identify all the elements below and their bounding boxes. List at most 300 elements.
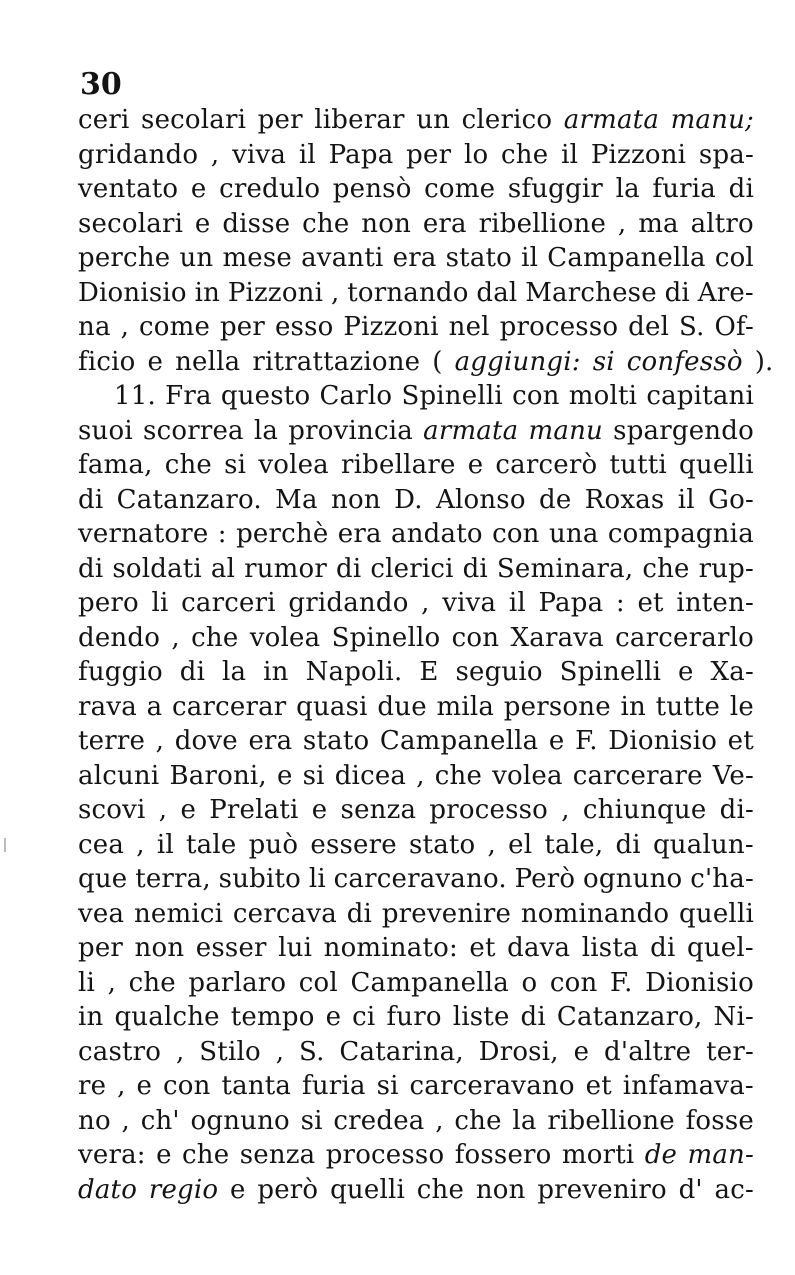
word: dava bbox=[507, 933, 571, 963]
word: viva bbox=[442, 588, 497, 618]
word: ribellione bbox=[547, 1105, 675, 1136]
word: quelli bbox=[679, 450, 754, 480]
word: il bbox=[298, 139, 316, 170]
word: et bbox=[469, 933, 496, 963]
word: cea bbox=[78, 829, 125, 860]
word: E bbox=[419, 657, 439, 687]
word: seguio bbox=[455, 657, 543, 687]
word: era bbox=[337, 519, 382, 549]
word: e bbox=[147, 346, 164, 377]
word: compagnia bbox=[607, 519, 754, 549]
word: di bbox=[179, 657, 206, 687]
paper-speck bbox=[4, 838, 6, 852]
word: Pizzoni bbox=[343, 312, 439, 342]
word: processo bbox=[429, 795, 549, 825]
text-line bbox=[78, 448, 754, 483]
word: si bbox=[592, 346, 615, 377]
word: ma bbox=[638, 208, 679, 239]
word: no bbox=[78, 1105, 111, 1136]
word: , bbox=[330, 277, 340, 308]
word: con bbox=[512, 381, 560, 411]
text-line bbox=[78, 172, 754, 207]
word: che bbox=[416, 1174, 465, 1205]
word: , bbox=[155, 726, 165, 756]
text-line bbox=[78, 621, 754, 656]
word: carceravano bbox=[409, 1071, 575, 1101]
word: Alonso bbox=[435, 484, 526, 515]
word: la bbox=[222, 657, 247, 687]
word: et bbox=[727, 726, 754, 756]
word: carceravano. bbox=[333, 864, 507, 894]
word: rava bbox=[78, 691, 137, 722]
word: chiunque bbox=[582, 795, 707, 825]
word: scovi bbox=[78, 795, 146, 825]
word: che bbox=[454, 1105, 502, 1136]
word: si bbox=[300, 1105, 323, 1136]
word: ognuno bbox=[583, 864, 683, 894]
word: le bbox=[729, 691, 754, 722]
word: Spinello bbox=[331, 622, 441, 653]
word: disse bbox=[222, 208, 291, 239]
word: perche bbox=[78, 243, 171, 273]
word: furo bbox=[386, 1002, 442, 1032]
word: re bbox=[78, 1071, 107, 1101]
word: fama, bbox=[78, 450, 153, 480]
word: perchè bbox=[236, 519, 329, 549]
word: nella bbox=[175, 346, 241, 377]
word: tanta bbox=[221, 1071, 292, 1101]
word: Pizzoni bbox=[590, 139, 687, 170]
word: che bbox=[128, 967, 176, 998]
word: Campanella bbox=[350, 967, 509, 998]
word: di bbox=[78, 484, 104, 515]
word: lo bbox=[463, 139, 489, 170]
word: armata bbox=[563, 105, 660, 135]
word: li bbox=[308, 864, 326, 894]
word: tutte bbox=[655, 691, 721, 722]
word: preveniro bbox=[537, 1174, 667, 1205]
word: D. bbox=[394, 484, 423, 515]
word: mila bbox=[436, 691, 495, 722]
word: credea bbox=[333, 1105, 425, 1136]
word: et bbox=[585, 1071, 612, 1101]
word: subito bbox=[218, 864, 302, 894]
word: Carlo bbox=[319, 381, 393, 411]
word: lui bbox=[278, 933, 313, 963]
word: tempo bbox=[230, 1002, 315, 1032]
word: Marchese bbox=[525, 277, 657, 308]
word: si bbox=[302, 760, 325, 791]
word: senza bbox=[340, 795, 417, 825]
word: terra, bbox=[135, 864, 211, 894]
word: rumor bbox=[244, 553, 328, 584]
word: dicea bbox=[334, 760, 407, 791]
word: F. bbox=[575, 726, 598, 756]
word: si bbox=[224, 450, 247, 480]
word: una bbox=[548, 519, 599, 549]
word: manu; bbox=[670, 105, 754, 135]
word: altro bbox=[690, 208, 754, 239]
text-line bbox=[78, 931, 754, 966]
word: liste bbox=[452, 1002, 510, 1032]
word: fuggio bbox=[78, 657, 163, 687]
word: di bbox=[520, 1002, 546, 1032]
word: nemici bbox=[133, 898, 224, 929]
word: il bbox=[677, 484, 695, 515]
word: Campanella bbox=[547, 243, 706, 273]
word: che bbox=[182, 1140, 230, 1170]
word: , bbox=[275, 1036, 285, 1067]
word: de bbox=[538, 484, 572, 515]
word: Spinelli bbox=[559, 657, 662, 687]
word: na bbox=[78, 312, 111, 342]
word: che bbox=[434, 760, 483, 791]
text-line bbox=[78, 138, 754, 173]
word: que bbox=[78, 864, 128, 894]
text-line bbox=[78, 517, 754, 552]
word: mese bbox=[222, 243, 293, 273]
word: credulo bbox=[219, 174, 321, 204]
word: volea bbox=[249, 622, 321, 653]
word: per bbox=[406, 139, 452, 170]
word: quel- bbox=[687, 933, 754, 963]
text-line bbox=[78, 414, 754, 449]
word: era bbox=[422, 208, 467, 239]
word: dal bbox=[476, 277, 518, 308]
body-text bbox=[78, 103, 774, 1207]
word: sfuggir bbox=[507, 174, 603, 204]
word: Napoli. bbox=[305, 657, 403, 687]
word: e bbox=[678, 657, 694, 687]
word: era bbox=[392, 243, 437, 273]
word: ac- bbox=[714, 1174, 754, 1205]
word: fossero bbox=[454, 1140, 552, 1170]
word: viva bbox=[232, 139, 287, 170]
word: confessò bbox=[626, 346, 743, 377]
word: man- bbox=[687, 1140, 754, 1170]
text-line bbox=[78, 552, 754, 587]
word: Catarina, bbox=[339, 1036, 464, 1067]
word: con bbox=[163, 1071, 211, 1101]
word: e bbox=[194, 208, 211, 239]
word: furia bbox=[302, 1071, 366, 1101]
word: in bbox=[78, 1002, 104, 1032]
word: nominando bbox=[520, 898, 670, 929]
text-line bbox=[78, 724, 754, 759]
word: el bbox=[508, 829, 533, 860]
word: il bbox=[521, 243, 539, 273]
word: ). bbox=[754, 346, 774, 377]
word: nominato: bbox=[323, 933, 458, 963]
word: scorrea bbox=[143, 415, 244, 446]
word: carcerare bbox=[572, 760, 703, 791]
word: F. bbox=[609, 967, 633, 998]
word: stato bbox=[445, 243, 513, 273]
word: la bbox=[615, 174, 640, 204]
text-line bbox=[78, 103, 754, 138]
word: di bbox=[336, 553, 362, 584]
word: di bbox=[462, 553, 488, 584]
word: come bbox=[424, 174, 496, 204]
word: , bbox=[136, 829, 145, 860]
word: era bbox=[248, 726, 293, 756]
word: ribellione bbox=[478, 208, 607, 239]
word: di bbox=[650, 933, 676, 963]
word: esser bbox=[195, 933, 267, 963]
word: si bbox=[376, 1071, 399, 1101]
word: il bbox=[156, 829, 174, 860]
word: Seminara, bbox=[496, 553, 634, 584]
word: d' bbox=[678, 1174, 703, 1205]
word: per bbox=[257, 105, 303, 135]
word: , bbox=[561, 795, 570, 825]
word: Dionisio bbox=[78, 277, 187, 308]
word: carceri bbox=[181, 588, 276, 618]
word: non bbox=[361, 208, 412, 239]
word: quasi bbox=[296, 691, 368, 722]
text-line bbox=[78, 207, 754, 242]
word: e bbox=[190, 174, 207, 204]
page-number: 30 bbox=[80, 67, 122, 102]
word: che bbox=[501, 139, 549, 170]
word: alcuni bbox=[78, 760, 160, 791]
word: ch' bbox=[140, 1105, 180, 1136]
word: al bbox=[210, 553, 236, 584]
text-line bbox=[78, 793, 754, 828]
word: Baroni, bbox=[169, 760, 267, 791]
word: li bbox=[78, 967, 96, 998]
text-line bbox=[78, 1173, 754, 1208]
word: clerici bbox=[370, 553, 454, 584]
word: un bbox=[416, 105, 451, 135]
word: Stilo bbox=[199, 1036, 261, 1067]
word: processo bbox=[325, 1140, 445, 1170]
word: per bbox=[78, 933, 124, 963]
word: e bbox=[276, 760, 293, 791]
word: tale bbox=[185, 829, 237, 860]
word: processo bbox=[499, 312, 619, 342]
word: Ma bbox=[275, 484, 318, 515]
word: d'altre bbox=[604, 1036, 692, 1067]
word: o bbox=[521, 967, 538, 998]
word: lista bbox=[581, 933, 639, 963]
word: ribellare bbox=[341, 450, 456, 480]
word: secolari bbox=[141, 105, 247, 135]
word: dove bbox=[174, 726, 238, 756]
word: clerico bbox=[461, 105, 553, 135]
text-line bbox=[78, 345, 774, 380]
word: terre bbox=[78, 726, 146, 756]
word: andato bbox=[391, 519, 483, 549]
word: S. bbox=[679, 312, 705, 342]
word: dato bbox=[78, 1174, 138, 1205]
word: furia bbox=[652, 174, 717, 204]
word: e bbox=[573, 1036, 590, 1067]
word: e bbox=[467, 450, 484, 480]
word: di bbox=[664, 277, 690, 308]
word: , bbox=[487, 829, 497, 860]
word: stato bbox=[302, 726, 370, 756]
word: : bbox=[217, 519, 227, 549]
word: spa- bbox=[698, 139, 754, 170]
word: il bbox=[508, 588, 526, 618]
word: , bbox=[421, 588, 430, 618]
word: Xa- bbox=[710, 657, 754, 687]
word: in bbox=[263, 657, 289, 687]
word: può bbox=[248, 829, 299, 860]
word: Pizzoni bbox=[227, 277, 324, 308]
word: de bbox=[644, 1140, 678, 1170]
word: volea bbox=[492, 760, 563, 791]
word: quelli bbox=[679, 898, 754, 929]
word: con bbox=[492, 519, 540, 549]
text-line bbox=[78, 828, 754, 863]
word: Are- bbox=[697, 277, 754, 308]
word: ceri bbox=[78, 105, 130, 135]
word: senza bbox=[239, 1140, 316, 1170]
word: la bbox=[253, 415, 279, 446]
word: infamava- bbox=[622, 1071, 754, 1101]
word: : bbox=[615, 588, 625, 618]
word: persone bbox=[503, 691, 611, 722]
word: come bbox=[138, 312, 211, 342]
word: tale, bbox=[544, 829, 604, 860]
word: che bbox=[642, 553, 690, 584]
word: quelli bbox=[330, 1174, 405, 1205]
text-line bbox=[78, 966, 754, 1001]
word: , bbox=[617, 208, 627, 239]
word: esso bbox=[274, 312, 334, 342]
word: in bbox=[620, 691, 646, 722]
word: due bbox=[377, 691, 427, 722]
word: Papa bbox=[328, 139, 394, 170]
word: Xarava bbox=[510, 622, 604, 653]
word: , bbox=[210, 139, 220, 170]
word: qualun- bbox=[652, 829, 754, 860]
word: un bbox=[179, 243, 214, 273]
word: pero bbox=[78, 588, 139, 618]
word: di bbox=[615, 829, 641, 860]
word: Dionisio bbox=[645, 967, 754, 998]
word: avanti bbox=[301, 243, 384, 273]
word: Drosi, bbox=[478, 1036, 559, 1067]
word: stato bbox=[409, 829, 476, 860]
word: prevenire bbox=[381, 898, 512, 929]
word: ventato bbox=[78, 174, 179, 204]
word: ognuno bbox=[190, 1105, 290, 1136]
word: , bbox=[175, 1036, 185, 1067]
word: e bbox=[548, 726, 565, 756]
word: di- bbox=[719, 795, 754, 825]
word: Prelati bbox=[209, 795, 299, 825]
word: Però bbox=[514, 864, 576, 894]
word: la bbox=[512, 1105, 537, 1136]
word: suoi bbox=[78, 415, 133, 446]
text-line bbox=[78, 1104, 754, 1139]
word: e bbox=[136, 1071, 153, 1101]
word: Spinelli bbox=[401, 381, 503, 411]
text-line bbox=[78, 1069, 754, 1104]
word: regio bbox=[148, 1174, 219, 1205]
text-line bbox=[78, 1138, 754, 1173]
word: in bbox=[194, 277, 221, 308]
word: parlaro bbox=[188, 967, 287, 998]
text-line bbox=[78, 276, 754, 311]
word: tornando bbox=[347, 277, 469, 308]
text-line bbox=[78, 1035, 754, 1070]
word: vernatore bbox=[78, 519, 209, 549]
word: , bbox=[120, 312, 130, 342]
word: , bbox=[171, 622, 180, 653]
word: ficio bbox=[78, 346, 136, 377]
word: 11. bbox=[114, 381, 156, 411]
word: fosse bbox=[685, 1105, 754, 1136]
word: e bbox=[230, 1174, 246, 1205]
word: carcerar bbox=[172, 691, 287, 722]
word: di bbox=[78, 553, 104, 584]
word: morti bbox=[561, 1140, 635, 1170]
word: non bbox=[134, 933, 185, 963]
word: ci bbox=[352, 1002, 376, 1032]
word: soldati bbox=[112, 553, 202, 584]
word: cercava bbox=[232, 898, 337, 929]
text-line bbox=[78, 586, 754, 621]
word: castro bbox=[78, 1036, 162, 1067]
text-line bbox=[78, 655, 754, 690]
word: pensò bbox=[332, 174, 412, 204]
word: nel bbox=[448, 312, 490, 342]
word: , bbox=[117, 1071, 126, 1101]
word: e bbox=[180, 795, 197, 825]
word: , bbox=[435, 1105, 444, 1136]
word: manu bbox=[528, 415, 603, 446]
word: gridando bbox=[78, 139, 199, 170]
word: per bbox=[219, 312, 266, 342]
text-line bbox=[78, 379, 754, 414]
word: di bbox=[346, 898, 373, 929]
word: col bbox=[714, 243, 754, 273]
word: ter- bbox=[706, 1036, 754, 1067]
text-line bbox=[78, 897, 754, 932]
word: gridando bbox=[288, 588, 409, 618]
word: non bbox=[475, 1174, 526, 1205]
word: spargendo bbox=[613, 415, 754, 446]
word: volea bbox=[258, 450, 329, 480]
word: che bbox=[164, 450, 212, 480]
word: Of- bbox=[714, 312, 754, 342]
text-line bbox=[78, 241, 754, 276]
word: , bbox=[416, 760, 425, 791]
text-line bbox=[78, 483, 754, 518]
word: molti bbox=[568, 381, 638, 411]
word: liberar bbox=[314, 105, 405, 135]
word: qualche bbox=[114, 1002, 220, 1032]
word: carcerò bbox=[495, 450, 598, 480]
word: questo bbox=[220, 381, 311, 411]
word: Fra bbox=[165, 381, 212, 411]
word: ritrattazione bbox=[252, 346, 421, 377]
text-line bbox=[78, 690, 754, 725]
word: con bbox=[451, 622, 500, 653]
word: Dionisio bbox=[608, 726, 718, 756]
word: Campanella bbox=[379, 726, 539, 756]
word: vera: bbox=[78, 1140, 146, 1170]
word: inten- bbox=[676, 588, 754, 618]
word: Roxas bbox=[584, 484, 665, 515]
word: non bbox=[331, 484, 381, 515]
word: e bbox=[325, 1002, 342, 1032]
word: di bbox=[728, 174, 754, 204]
